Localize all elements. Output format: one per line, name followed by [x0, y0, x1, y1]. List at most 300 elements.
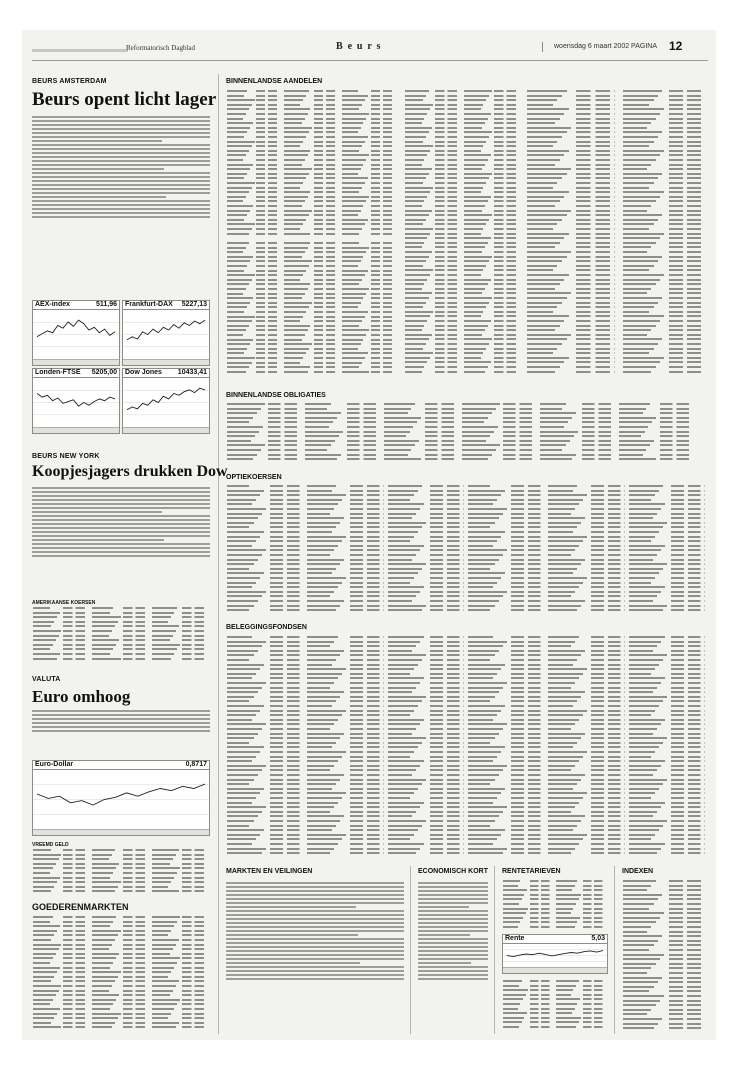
table-row: [540, 403, 614, 405]
table-row: [388, 540, 464, 542]
row-label: [227, 843, 252, 845]
row-label: [227, 297, 253, 299]
row-label: [548, 838, 583, 840]
table-row: [384, 431, 458, 433]
row-label: [548, 806, 575, 808]
row-values: [435, 210, 460, 212]
table-row: [527, 315, 615, 317]
table-row: [227, 568, 303, 570]
row-label: [307, 834, 346, 836]
table-row: [405, 343, 460, 345]
table-row: [152, 1026, 207, 1028]
row-label: [284, 297, 301, 299]
row-values: [270, 636, 304, 638]
table-row: [629, 503, 705, 505]
row-values: [63, 1008, 88, 1010]
row-values: [530, 994, 552, 996]
row-values: [314, 214, 338, 216]
row-values: [435, 343, 460, 345]
row-values: [660, 426, 693, 428]
row-label: [227, 90, 247, 92]
text-line: [32, 116, 210, 118]
row-values: [503, 403, 536, 405]
row-values: [435, 104, 460, 106]
row-label: [468, 586, 493, 588]
stock-chart: [122, 368, 210, 434]
row-values: [63, 635, 88, 637]
row-values: [350, 664, 384, 666]
row-values: [123, 967, 148, 969]
table-row: [405, 214, 460, 216]
table-row: [405, 150, 460, 152]
row-values: [511, 641, 545, 643]
row-label: [464, 118, 488, 120]
row-label: [307, 577, 346, 579]
row-label: [227, 408, 261, 410]
row-label: [227, 852, 262, 854]
row-label: [227, 362, 252, 364]
row-values: [256, 270, 280, 272]
table-row: [342, 343, 395, 345]
row-values: [494, 246, 519, 248]
row-values: [503, 426, 536, 428]
row-values: [591, 513, 625, 515]
table-row: [556, 885, 605, 887]
row-values: [430, 554, 464, 556]
table-row: [556, 1017, 605, 1019]
row-label: [227, 210, 250, 212]
chart-plot: [33, 310, 119, 359]
row-label: [548, 696, 581, 698]
row-label: [307, 609, 336, 611]
row-values: [256, 242, 280, 244]
row-label: [405, 219, 426, 221]
row-label: [388, 811, 417, 813]
table-row: [284, 122, 337, 124]
row-label: [462, 412, 492, 414]
table-row: [629, 797, 705, 799]
row-label: [384, 417, 422, 419]
table-row: [227, 513, 303, 515]
row-values: [511, 645, 545, 647]
table-row: [623, 177, 705, 179]
row-label: [384, 449, 412, 451]
row-values: [371, 247, 395, 249]
row-label: [227, 664, 264, 666]
row-values: [671, 843, 705, 845]
table-row: [227, 600, 303, 602]
row-values: [576, 159, 615, 161]
table-row: [468, 503, 544, 505]
row-label: [92, 1003, 113, 1005]
table-row: [629, 677, 705, 679]
table-row: [629, 682, 705, 684]
row-label: [284, 214, 309, 216]
table-row: [152, 976, 207, 978]
row-values: [371, 200, 395, 202]
row-values: [123, 962, 148, 964]
table-row: [227, 494, 303, 496]
row-values: [314, 325, 338, 327]
row-values: [576, 279, 615, 281]
table-row: [548, 769, 624, 771]
table-row: [227, 352, 280, 354]
row-label: [92, 944, 112, 946]
row-values: [270, 723, 304, 725]
row-label: [527, 260, 562, 262]
text-line: [418, 914, 488, 916]
row-values: [671, 540, 705, 542]
row-label: [307, 654, 340, 656]
row-label: [468, 526, 490, 528]
row-label: [92, 881, 120, 883]
row-label: [464, 150, 481, 152]
row-label: [464, 95, 489, 97]
table-row: [307, 838, 383, 840]
row-values: [256, 164, 280, 166]
row-values: [256, 256, 280, 258]
table-row: [548, 586, 624, 588]
row-label: [623, 104, 649, 106]
row-values: [669, 949, 705, 951]
row-values: [669, 325, 705, 327]
table-row: [227, 288, 280, 290]
row-values: [591, 843, 625, 845]
section-label: BEURS AMSTERDAM: [32, 78, 107, 85]
table-row: [284, 214, 337, 216]
table-row: [548, 563, 624, 565]
table-title: OPTIEKOERSEN: [226, 474, 282, 481]
table-row: [152, 944, 207, 946]
row-values: [671, 522, 705, 524]
row-label: [629, 691, 654, 693]
table-row: [384, 412, 458, 414]
row-label: [33, 967, 60, 969]
row-label: [548, 723, 575, 725]
row-values: [511, 673, 545, 675]
row-values: [350, 600, 384, 602]
row-label: [405, 320, 427, 322]
row-values: [591, 751, 625, 753]
table-row: [388, 664, 464, 666]
stock-table: [404, 90, 522, 378]
row-values: [671, 737, 705, 739]
row-values: [591, 549, 625, 551]
table-row: [342, 122, 395, 124]
row-values: [669, 292, 705, 294]
row-values: [671, 700, 705, 702]
row-values: [669, 1023, 705, 1025]
row-values: [576, 371, 615, 373]
text-line: [32, 156, 210, 158]
table-row: [33, 877, 88, 879]
row-values: [591, 742, 625, 744]
row-label: [227, 334, 243, 336]
row-values: [123, 644, 148, 646]
table-row: [468, 499, 544, 501]
row-label: [284, 316, 303, 318]
row-label: [227, 668, 260, 670]
row-label: [307, 677, 338, 679]
text-line: [226, 962, 360, 964]
row-values: [669, 329, 705, 331]
row-label: [548, 820, 581, 822]
row-label: [527, 141, 557, 143]
row-values: [671, 825, 705, 827]
row-label: [227, 802, 252, 804]
row-values: [350, 645, 384, 647]
row-label: [227, 650, 258, 652]
row-label: [227, 490, 264, 492]
row-values: [314, 334, 338, 336]
row-values: [583, 994, 605, 996]
row-values: [371, 343, 395, 345]
row-label: [468, 760, 493, 762]
table-row: [227, 485, 303, 487]
row-label: [629, 549, 662, 551]
table-row: [342, 154, 395, 156]
row-label: [388, 765, 421, 767]
table-title: BINNENLANDSE AANDELEN: [226, 78, 323, 85]
row-values: [350, 540, 384, 542]
table-row: [548, 490, 624, 492]
row-values: [669, 315, 705, 317]
row-values: [430, 536, 464, 538]
row-values: [669, 90, 705, 92]
table-row: [388, 751, 464, 753]
row-values: [182, 976, 207, 978]
table-row: [629, 499, 705, 501]
row-values: [669, 1000, 705, 1002]
row-values: [270, 494, 304, 496]
text-line: [32, 722, 210, 724]
table-row: [307, 774, 383, 776]
row-values: [494, 329, 519, 331]
table-row: [623, 187, 705, 189]
table-row: [548, 609, 624, 611]
table-row: [152, 916, 207, 918]
row-values: [371, 191, 395, 193]
table-row: [33, 1022, 88, 1024]
row-label: [629, 609, 664, 611]
row-values: [583, 1008, 605, 1010]
row-values: [591, 517, 625, 519]
chart-footer: [33, 829, 209, 835]
row-values: [314, 343, 338, 345]
table-row: [227, 131, 280, 133]
row-label: [342, 90, 358, 92]
row-values: [669, 256, 705, 258]
table-row: [388, 829, 464, 831]
row-values: [671, 806, 705, 808]
row-values: [63, 980, 88, 982]
table-row: [405, 357, 460, 359]
row-values: [430, 848, 464, 850]
row-values: [583, 980, 605, 982]
row-label: [629, 737, 668, 739]
row-label: [464, 352, 483, 354]
row-values: [494, 122, 519, 124]
masthead-divider: [542, 42, 543, 52]
table-row: [405, 113, 460, 115]
table-row: [548, 605, 624, 607]
row-values: [371, 136, 395, 138]
row-label: [464, 136, 489, 138]
row-label: [629, 723, 662, 725]
row-values: [63, 939, 88, 941]
row-label: [227, 586, 252, 588]
row-label: [527, 311, 553, 313]
table-row: [527, 334, 615, 336]
table-row: [540, 435, 614, 437]
row-values: [63, 621, 88, 623]
row-label: [405, 90, 429, 92]
table-row: [468, 582, 544, 584]
table-row: [468, 650, 544, 652]
table-row: [227, 270, 280, 272]
table-row: [152, 644, 207, 646]
row-values: [435, 329, 460, 331]
row-label: [284, 320, 300, 322]
row-values: [511, 769, 545, 771]
row-values: [314, 168, 338, 170]
row-values: [503, 458, 536, 460]
table-row: [548, 540, 624, 542]
table-row: [405, 95, 460, 97]
commodity-table: [32, 916, 210, 1032]
row-values: [576, 173, 615, 175]
table-row: [629, 641, 705, 643]
table-row: [623, 219, 705, 221]
table-row: [388, 526, 464, 528]
table-row: [342, 371, 395, 373]
table-row: [152, 985, 207, 987]
table-row: [623, 880, 705, 882]
row-values: [314, 251, 338, 253]
row-values: [671, 783, 705, 785]
row-values: [270, 682, 304, 684]
masthead-rule: [32, 60, 708, 61]
row-label: [623, 990, 649, 992]
table-row: [405, 159, 460, 161]
table-row: [388, 545, 464, 547]
table-row: [468, 751, 544, 753]
row-label: [503, 1003, 520, 1005]
table-row: [623, 921, 705, 923]
table-row: [388, 848, 464, 850]
text-line: [32, 180, 210, 182]
table-row: [342, 145, 395, 147]
row-label: [629, 559, 654, 561]
row-values: [270, 788, 304, 790]
row-label: [503, 908, 528, 910]
row-values: [435, 352, 460, 354]
row-values: [314, 302, 338, 304]
table-row: [548, 733, 624, 735]
table-row: [629, 820, 705, 822]
table-row: [227, 503, 303, 505]
table-row: [227, 265, 280, 267]
row-label: [342, 187, 362, 189]
row-values: [591, 687, 625, 689]
chart-value: 5227,13: [181, 301, 207, 308]
row-values: [270, 508, 304, 510]
row-label: [227, 136, 244, 138]
row-label: [629, 490, 660, 492]
row-values: [576, 366, 615, 368]
table-row: [629, 742, 705, 744]
table-row: [527, 242, 615, 244]
table-row: [462, 449, 536, 451]
row-label: [527, 205, 555, 207]
row-values: [435, 182, 460, 184]
stock-table: [622, 90, 708, 378]
table-row: [152, 1013, 207, 1015]
row-values: [582, 449, 615, 451]
row-label: [92, 994, 119, 996]
table-row: [468, 710, 544, 712]
table-row: [464, 191, 519, 193]
table-row: [527, 223, 615, 225]
row-values: [256, 228, 280, 230]
row-values: [430, 705, 464, 707]
row-values: [669, 223, 705, 225]
row-label: [307, 723, 334, 725]
table-row: [227, 329, 280, 331]
table-row: [227, 302, 280, 304]
row-values: [576, 191, 615, 193]
table-row: [342, 242, 395, 244]
row-label: [527, 118, 560, 120]
table-row: [623, 894, 705, 896]
row-label: [342, 311, 368, 313]
row-values: [435, 274, 460, 276]
row-values: [256, 357, 280, 359]
row-values: [270, 668, 304, 670]
row-values: [671, 797, 705, 799]
row-values: [350, 811, 384, 813]
row-values: [350, 605, 384, 607]
row-label: [227, 513, 262, 515]
row-values: [669, 361, 705, 363]
row-values: [494, 113, 519, 115]
row-values: [430, 797, 464, 799]
row-values: [669, 164, 705, 166]
row-label: [548, 645, 570, 647]
table-row: [227, 517, 303, 519]
row-values: [182, 939, 207, 941]
table-row: [556, 880, 605, 882]
table-row: [388, 691, 464, 693]
table-row: [33, 890, 88, 892]
chart-line: [127, 388, 205, 410]
row-values: [430, 825, 464, 827]
row-values: [371, 145, 395, 147]
row-label: [227, 503, 252, 505]
text-line: [418, 910, 488, 912]
row-label: [464, 131, 492, 133]
row-values: [270, 641, 304, 643]
row-values: [435, 279, 460, 281]
row-label: [307, 508, 334, 510]
table-row: [227, 586, 303, 588]
row-values: [256, 113, 280, 115]
row-label: [540, 403, 566, 405]
row-values: [123, 653, 148, 655]
row-values: [123, 921, 148, 923]
row-label: [307, 526, 336, 528]
table-row: [468, 513, 544, 515]
